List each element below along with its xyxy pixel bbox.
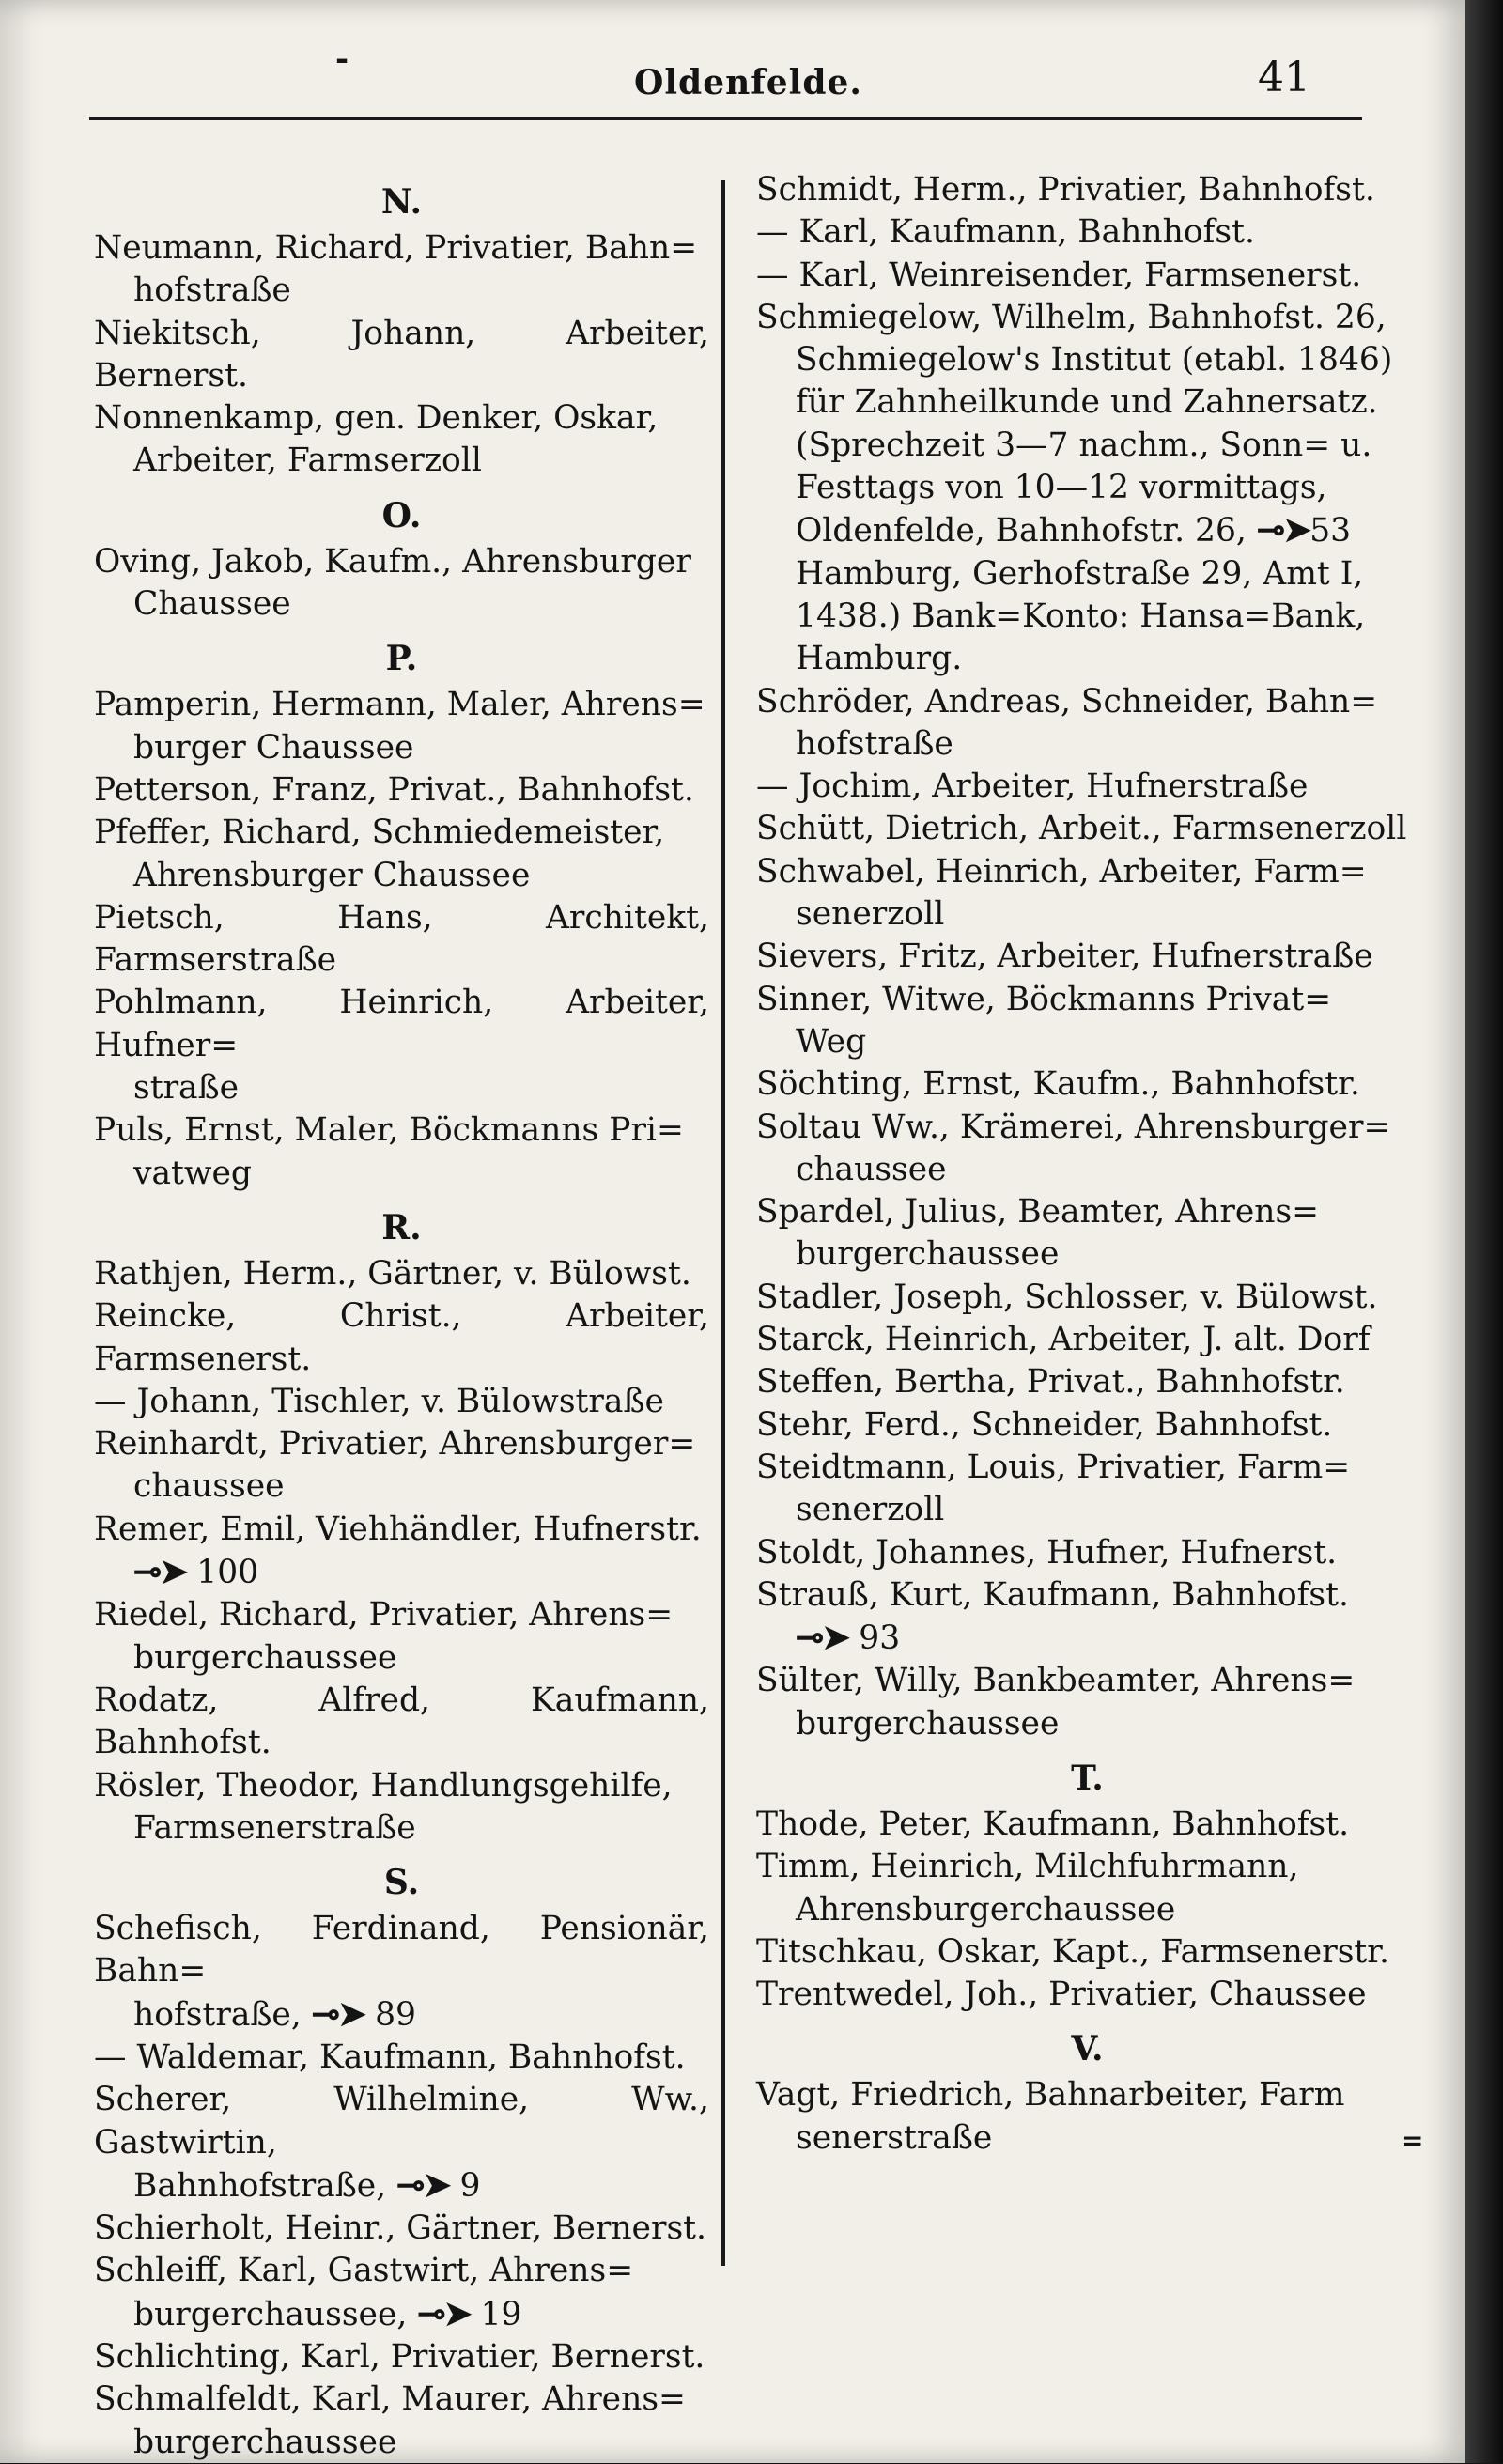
entry-scherer-cont <box>94 2164 709 2208</box>
entry-strauss-cont <box>756 1617 1418 1660</box>
page-number: 41 <box>1258 54 1310 101</box>
entry-schmiegelow-line3: für Zahnheilkunde und Zahnersatz. <box>796 383 1378 422</box>
entry-spardel: Spardel, Julius, Beamter, Ahrens= <box>756 1193 1320 1232</box>
entry-stoldt: Stoldt, Johannes, Hufner, Hufnerst. <box>756 1533 1338 1572</box>
entry-oving: Oving, Jakob, Kaufm., Ahrensburger <box>94 542 691 581</box>
entry-puls-cont: vatweg <box>133 1154 252 1192</box>
entry-jochim: — Jochim, Arbeiter, Hufnerstraße <box>756 767 1309 806</box>
entry-pietsch: Pietsch, Hans, Architekt, Farmserstraße <box>94 898 709 980</box>
entry-pamperin-cont: burger Chaussee <box>133 728 414 767</box>
entry-schefisch: Schefisch, Ferdinand, Pensionär, Bahn= <box>94 1910 709 1991</box>
entry-vagt-cont: senerstraße <box>796 2118 993 2157</box>
entry-starck: Starck, Heinrich, Arbeiter, J. alt. Dorf <box>756 1321 1371 1359</box>
telephone-number: 9 <box>459 2166 481 2205</box>
entry-steffen: Steffen, Bertha, Privat., Bahnhofstr. <box>756 1363 1345 1402</box>
telephone-number: 100 <box>196 1554 259 1592</box>
entry-pohlmann: Pohlmann, Heinrich, Arbeiter, Hufner= <box>94 984 709 1064</box>
entry-scherer-street: Bahnhofstraße, <box>133 2166 387 2205</box>
entry-pfeffer-cont: Ahrensburger Chaussee <box>133 856 531 894</box>
entry-suelter: Sülter, Willy, Bankbeamter, Ahrens= <box>756 1662 1356 1700</box>
entry-thode: Thode, Peter, Kaufmann, Bahnhofst. <box>756 1805 1350 1843</box>
telephone-number: 89 <box>375 1995 416 2034</box>
telephone-number: 53 <box>1309 512 1352 550</box>
entry-sinner: Sinner, Witwe, Böckmanns Privat= <box>756 980 1332 1018</box>
left-column <box>94 169 709 2464</box>
entry-schefisch-street: hofstraße, <box>133 1995 302 2034</box>
entry-stadler: Stadler, Joseph, Schlosser, v. Bülowst. <box>756 1278 1378 1316</box>
section-heading-v: V. <box>1071 2029 1104 2069</box>
entry-schleiff-cont <box>94 2293 709 2336</box>
entry-trentwedel: Trentwedel, Joh., Privatier, Chaussee <box>756 1976 1367 2014</box>
entry-pohlmann-cont: straße <box>133 1069 240 1108</box>
entry-reincke: Reincke, Christ., Arbeiter, Farmsenerst. <box>94 1297 709 1378</box>
telephone-hand-icon: ⊸➤ <box>796 1618 849 1658</box>
header-dash: - <box>335 40 349 78</box>
entry-schwabel: Schwabel, Heinrich, Arbeiter, Farm= <box>756 852 1367 891</box>
entry-roesler: Rösler, Theodor, Handlungsgehilfe, <box>94 1766 673 1805</box>
stray-mark: = <box>1402 2125 1424 2156</box>
entry-schmiegelow-address: Oldenfelde, Bahnhofstr. 26, <box>796 512 1247 550</box>
telephone-hand-icon: ⊸➤ <box>396 2164 450 2205</box>
entry-puls: Puls, Ernst, Maler, Böckmanns Pri= <box>94 1111 684 1150</box>
entry-roesler-cont: Farmsenerstraße <box>133 1808 416 1847</box>
entry-schmiegelow-line9: Hamburg. <box>796 640 963 678</box>
entry-petterson: Petterson, Franz, Privat., Bahnhofst. <box>94 770 694 809</box>
entry-nonnenkamp: Nonnenkamp, gen. Denker, Oskar, <box>94 399 659 438</box>
entry-sinner-cont: Weg <box>796 1022 867 1061</box>
entry-karl-kaufmann: — Karl, Kaufmann, Bahnhofst. <box>756 213 1255 252</box>
entry-reinhardt: Reinhardt, Privatier, Ahrensburger= <box>94 1425 696 1464</box>
entry-nonnenkamp-cont: Arbeiter, Farmserzoll <box>133 442 482 480</box>
section-heading-o: O. <box>381 495 422 535</box>
entry-soltau-cont: chaussee <box>796 1150 947 1188</box>
entry-neumann-cont: hofstraße <box>133 271 291 310</box>
entry-stehr: Stehr, Ferd., Schneider, Bahnhofst. <box>756 1405 1333 1444</box>
telephone-hand-icon: ⊸➤ <box>417 2293 471 2333</box>
entry-vagt: Vagt, Friedrich, Bahnarbeiter, Farm <box>756 2076 1345 2115</box>
right-column <box>756 169 1418 2160</box>
entry-schwabel-cont: senerzoll <box>796 895 945 934</box>
entry-karl-weinreisender: — Karl, Weinreisender, Farmsenerst. <box>756 256 1362 294</box>
entry-scherer: Scherer, Wilhelmine, Ww., Gastwirtin, <box>94 2081 709 2162</box>
entry-steidtmann-cont: senerzoll <box>796 1491 945 1529</box>
entry-schroeder-cont: hofstraße <box>796 724 953 763</box>
section-heading-p: P. <box>385 639 418 679</box>
entry-riedel: Riedel, Richard, Privatier, Ahrens= <box>94 1596 674 1635</box>
entry-reinhardt-cont: chaussee <box>133 1467 285 1506</box>
page-edge-shadow <box>1465 0 1503 2463</box>
entry-schleiff-street: burgerchaussee, <box>133 2295 408 2333</box>
entry-pamperin: Pamperin, Hermann, Maler, Ahrens= <box>94 686 705 724</box>
entry-suelter-cont: burgerchaussee <box>796 1704 1060 1743</box>
entry-schlichting: Schlichting, Karl, Privatier, Bernerst. <box>94 2338 705 2377</box>
entry-timm-cont: Ahrensburgerchaussee <box>796 1890 1176 1929</box>
entry-reincke-johann: — Johann, Tischler, v. Bülowstraße <box>94 1382 664 1420</box>
entry-riedel-cont: burgerchaussee <box>133 1638 397 1677</box>
telephone-hand-icon: ⊸➤ <box>1256 510 1310 550</box>
entry-schroeder: Schröder, Andreas, Schneider, Bahn= <box>756 682 1378 721</box>
running-title: Oldenfelde. <box>634 63 862 102</box>
column-divider <box>721 180 725 2266</box>
entry-rodatz: Rodatz, Alfred, Kaufmann, Bahnhofst. <box>94 1681 709 1762</box>
entry-waldemar: — Waldemar, Kaufmann, Bahnhofst. <box>94 2038 686 2076</box>
entry-soltau: Soltau Ww., Krämerei, Ahrensburger= <box>756 1108 1391 1146</box>
section-heading-r: R. <box>381 1207 422 1247</box>
entry-schmiegelow: Schmiegelow, Wilhelm, Bahnhofst. 26, <box>756 298 1387 336</box>
entry-niekitsch: Niekitsch, Johann, Arbeiter, Bernerst. <box>94 314 709 395</box>
entry-schmiegelow-line6 <box>756 509 1418 552</box>
entry-oving-cont: Chaussee <box>133 585 291 624</box>
telephone-hand-icon: ⊸➤ <box>133 1552 187 1592</box>
entry-titschkau: Titschkau, Oskar, Kapt., Farmsenerstr. <box>756 1932 1389 1971</box>
entry-schefisch-cont <box>94 1993 709 2037</box>
entry-schmiegelow-line5: Festtags von 10—12 vormittags, <box>796 469 1327 507</box>
entry-schierholt: Schierholt, Heinr., Gärtner, Bernerst. <box>94 2209 706 2248</box>
entry-sievers: Sievers, Fritz, Arbeiter, Hufnerstraße <box>756 938 1373 976</box>
entry-timm: Timm, Heinrich, Milchfuhrmann, <box>756 1848 1299 1886</box>
entry-schmalfeldt: Schmalfeldt, Karl, Maurer, Ahrens= <box>94 2380 686 2419</box>
entry-schmiegelow-line8: 1438.) Bank=Konto: Hansa=Bank, <box>796 597 1366 635</box>
entry-schuett: Schütt, Dietrich, Arbeit., Farmsenerzoll <box>756 810 1407 848</box>
entry-schmiegelow-line2: Schmiegelow's Institut (etabl. 1846) <box>796 341 1393 380</box>
header-rule <box>89 117 1362 120</box>
entry-steidtmann: Steidtmann, Louis, Privatier, Farm= <box>756 1448 1351 1486</box>
entry-schmidt: Schmidt, Herm., Privatier, Bahnhofst. <box>756 171 1375 209</box>
telephone-number: 93 <box>859 1619 901 1658</box>
entry-remer-cont <box>94 1551 709 1594</box>
entry-neumann: Neumann, Richard, Privatier, Bahn= <box>94 229 698 267</box>
entry-schleiff: Schleiff, Karl, Gastwirt, Ahrens= <box>94 2252 634 2290</box>
section-heading-s: S. <box>383 1863 420 1903</box>
entry-rathjen: Rathjen, Herm., Gärtner, v. Bülowst. <box>94 1254 691 1293</box>
entry-remer: Remer, Emil, Viehhändler, Hufnerstr. <box>94 1510 702 1548</box>
entry-schmiegelow-line4: (Sprechzeit 3—7 nachm., Sonn= u. <box>796 426 1372 464</box>
entry-strauss: Strauß, Kurt, Kaufmann, Bahnhofst. <box>756 1575 1349 1614</box>
telephone-hand-icon: ⊸➤ <box>311 1993 365 2034</box>
entry-schmiegelow-line7: Hamburg, Gerhofstraße 29, Amt I, <box>796 554 1364 593</box>
page-header <box>89 40 1320 117</box>
section-heading-n: N. <box>380 182 423 222</box>
telephone-number: 19 <box>480 2295 522 2333</box>
section-heading-t: T. <box>1071 1758 1104 1798</box>
entry-pfeffer: Pfeffer, Richard, Schmiedemeister, <box>94 814 665 852</box>
entry-soechting: Söchting, Ernst, Kaufm., Bahnhofstr. <box>756 1065 1360 1104</box>
entry-spardel-cont: burgerchaussee <box>796 1235 1060 1274</box>
entry-schmalfeldt-cont: burgerchaussee <box>133 2423 397 2461</box>
